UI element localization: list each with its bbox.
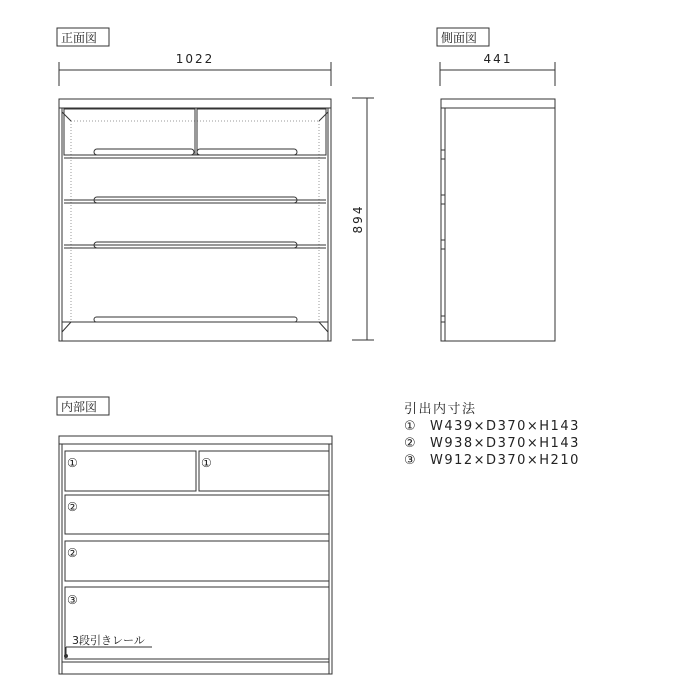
side-depth-dimension: 441 <box>483 52 513 66</box>
drawer-dimension-row <box>404 418 580 435</box>
drawer-dimension-value: W938×D370×H143 <box>430 436 580 451</box>
front-drawer-top-right <box>197 109 326 155</box>
side-view-label: 側面図 <box>441 31 478 45</box>
side-cabinet <box>441 99 555 341</box>
interior-mark-4: ② <box>67 546 78 560</box>
drawer-dimensions-title: 引出内寸法 <box>404 402 477 417</box>
drawer-dimension-row <box>404 452 580 469</box>
interior-drawer-1-left <box>65 451 196 491</box>
interior-mark-1: ① <box>67 456 78 470</box>
drawer-dimension-mark: ③ <box>404 453 418 468</box>
front-drawer-top-left <box>64 109 195 155</box>
front-view-label: 正面図 <box>61 31 98 45</box>
front-view <box>57 28 374 341</box>
front-width-dimension: 1022 <box>175 52 215 66</box>
interior-mark-5: ③ <box>67 593 78 607</box>
front-handle-5 <box>94 317 297 322</box>
interior-view-label: 内部図 <box>61 400 98 414</box>
front-cabinet <box>59 99 331 341</box>
interior-view <box>57 397 332 674</box>
interior-mark-2: ① <box>201 456 212 470</box>
front-height-dimension: 894 <box>351 204 365 234</box>
drawer-dimension-row <box>404 435 580 452</box>
interior-drawer-3 <box>65 587 329 659</box>
interior-mark-3: ② <box>67 500 78 514</box>
front-handle-1 <box>94 149 194 155</box>
rail-note: 3段引きレール <box>72 634 145 647</box>
interior-drawer-2-upper <box>65 495 329 534</box>
interior-drawer-1-right <box>199 451 329 491</box>
drawer-dimension-value: W912×D370×H210 <box>430 453 580 468</box>
interior-drawer-2-lower <box>65 541 329 581</box>
drawer-dimension-mark: ① <box>404 419 418 434</box>
drawer-dimension-mark: ② <box>404 436 418 451</box>
side-view <box>437 28 555 341</box>
front-handle-2 <box>197 149 297 155</box>
drawer-dimensions-panel <box>404 401 580 469</box>
drawer-dimension-value: W439×D370×H143 <box>430 419 580 434</box>
